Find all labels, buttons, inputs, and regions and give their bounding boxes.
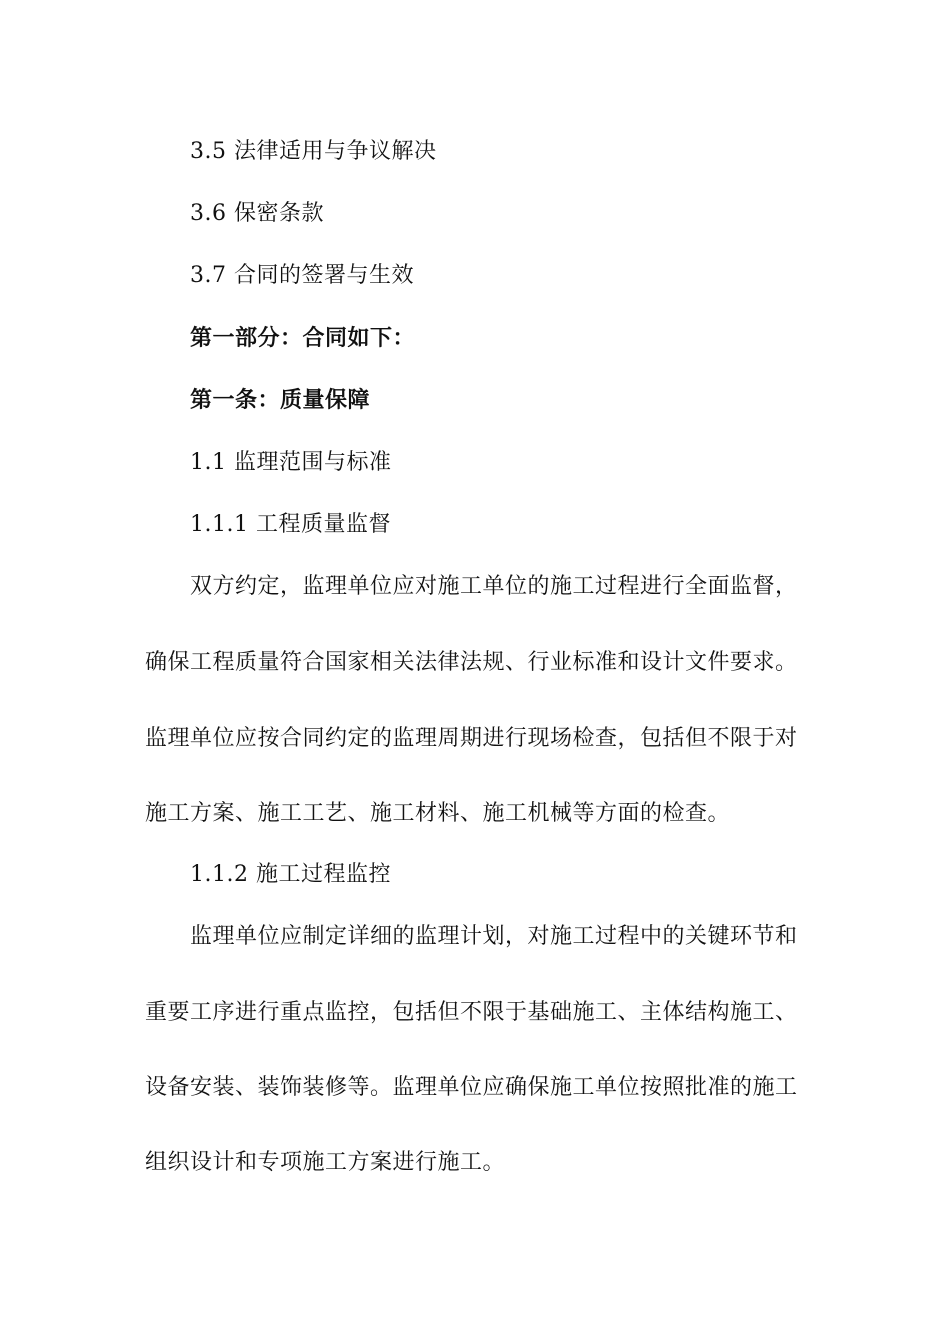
section-heading-1-1: 1.1 监理范围与标准 [190, 450, 392, 475]
paragraph-line: 施工方案、施工工艺、施工材料、施工机械等方面的检查。 [145, 801, 731, 826]
paragraph-line: 监理单位应按合同约定的监理周期进行现场检查，包括但不限于对 [145, 726, 798, 751]
subsection-heading-1-1-1: 1.1.1 工程质量监督 [190, 512, 391, 537]
paragraph-line: 双方约定，监理单位应对施工单位的施工过程进行全面监督， [190, 574, 798, 599]
paragraph-line: 重要工序进行重点监控，包括但不限于基础施工、主体结构施工、 [145, 1000, 798, 1025]
paragraph-line: 组织设计和专项施工方案进行施工。 [145, 1150, 506, 1175]
article-heading: 第一条：质量保障 [190, 388, 371, 413]
subsection-heading-1-1-2: 1.1.2 施工过程监控 [190, 862, 391, 887]
paragraph-line: 设备安装、装饰装修等。监理单位应确保施工单位按照批准的施工 [145, 1075, 798, 1100]
paragraph-line: 监理单位应制定详细的监理计划，对施工过程中的关键环节和 [190, 924, 798, 949]
toc-item-3-5: 3.5 法律适用与争议解决 [190, 139, 437, 164]
part-heading: 第一部分：合同如下： [190, 326, 416, 351]
toc-item-3-6: 3.6 保密条款 [190, 201, 324, 226]
toc-item-3-7: 3.7 合同的签署与生效 [190, 263, 414, 288]
paragraph-line: 确保工程质量符合国家相关法律法规、行业标准和设计文件要求。 [145, 650, 798, 675]
